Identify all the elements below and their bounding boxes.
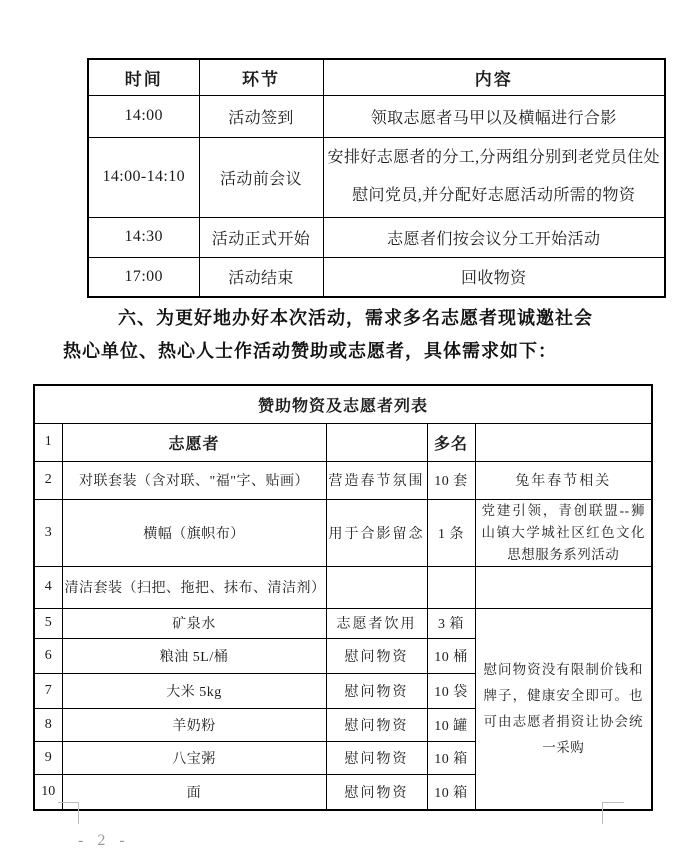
sponsor-table-title: 赞助物资及志愿者列表 <box>34 385 652 423</box>
item-cell: 大米 5kg <box>62 673 326 708</box>
row-number-cell: 2 <box>34 461 62 499</box>
schedule-row <box>88 257 665 297</box>
row-number-cell: 7 <box>34 673 62 708</box>
schedule-content-cell: 志愿者们按会议分工开始活动 <box>323 217 665 257</box>
schedule-stage-cell: 活动正式开始 <box>199 217 323 257</box>
schedule-row <box>88 217 665 257</box>
sponsor-row <box>34 499 652 566</box>
sponsor-title-row <box>34 385 652 423</box>
purpose-cell: 慰问物资 <box>326 741 427 774</box>
qty-cell: 10 箱 <box>427 774 475 810</box>
row-number-cell: 6 <box>34 638 62 673</box>
schedule-content-cell: 领取志愿者马甲以及横幅进行合影 <box>323 95 665 137</box>
row-number-cell: 10 <box>34 774 62 810</box>
row-number-cell: 8 <box>34 708 62 741</box>
page-number: - 2 - <box>78 832 130 849</box>
sponsor-row <box>34 608 652 638</box>
sponsor-table <box>33 384 653 811</box>
note-cell <box>475 423 652 461</box>
margin-crop-mark-right-icon <box>602 802 624 824</box>
note-cell: 党建引领，青创联盟--狮山镇大学城社区红色文化思想服务系列活动 <box>475 499 652 566</box>
row-number-cell: 4 <box>34 566 62 608</box>
schedule-header-stage: 环节 <box>199 59 323 95</box>
qty-cell: 1 条 <box>427 499 475 566</box>
qty-cell: 10 罐 <box>427 708 475 741</box>
schedule-time-cell: 14:00 <box>88 95 199 137</box>
paragraph-line: 六、为更好地办好本次活动，需求多名志愿者现诚邀社会 <box>118 308 593 328</box>
merged-note-cell: 慰问物资没有限制价钱和牌子，健康安全即可。也可由志愿者捐资让协会统一采购 <box>475 608 652 810</box>
sponsor-row <box>34 461 652 499</box>
row-number-cell: 3 <box>34 499 62 566</box>
qty-cell: 10 袋 <box>427 673 475 708</box>
item-cell: 志愿者 <box>62 423 326 461</box>
note-cell: 兔年春节相关 <box>475 461 652 499</box>
schedule-header-row <box>88 59 665 95</box>
section-paragraph <box>63 302 623 368</box>
note-cell <box>475 566 652 608</box>
schedule-row <box>88 137 665 217</box>
margin-crop-mark-left-icon <box>58 802 79 824</box>
row-number-cell: 5 <box>34 608 62 638</box>
schedule-stage-cell: 活动结束 <box>199 257 323 297</box>
schedule-table <box>87 58 666 298</box>
purpose-cell <box>326 423 427 461</box>
schedule-time-cell: 14:30 <box>88 217 199 257</box>
item-cell: 八宝粥 <box>62 741 326 774</box>
schedule-header-time: 时间 <box>88 59 199 95</box>
schedule-time-cell: 17:00 <box>88 257 199 297</box>
qty-cell: 10 套 <box>427 461 475 499</box>
item-cell: 面 <box>62 774 326 810</box>
paragraph-line: 热心单位、热心人士作活动赞助或志愿者，具体需求如下： <box>63 341 557 361</box>
qty-cell: 多名 <box>427 423 475 461</box>
purpose-cell <box>326 566 427 608</box>
purpose-cell: 慰问物资 <box>326 708 427 741</box>
purpose-cell: 营造春节氛围 <box>326 461 427 499</box>
purpose-cell: 用于合影留念 <box>326 499 427 566</box>
schedule-time-cell: 14:00-14:10 <box>88 137 199 217</box>
row-number-cell: 1 <box>34 423 62 461</box>
item-cell: 对联套装（含对联、"福"字、贴画） <box>62 461 326 499</box>
purpose-cell: 志愿者饮用 <box>326 608 427 638</box>
item-cell: 粮油 5L/桶 <box>62 638 326 673</box>
sponsor-row <box>34 423 652 461</box>
purpose-cell: 慰问物资 <box>326 673 427 708</box>
purpose-cell: 慰问物资 <box>326 774 427 810</box>
qty-cell: 10 桶 <box>427 638 475 673</box>
qty-cell: 3 箱 <box>427 608 475 638</box>
qty-cell <box>427 566 475 608</box>
schedule-stage-cell: 活动前会议 <box>199 137 323 217</box>
schedule-stage-cell: 活动签到 <box>199 95 323 137</box>
item-cell: 横幅（旗帜布） <box>62 499 326 566</box>
sponsor-row <box>34 566 652 608</box>
schedule-row <box>88 95 665 137</box>
item-cell: 矿泉水 <box>62 608 326 638</box>
item-cell: 羊奶粉 <box>62 708 326 741</box>
item-cell: 清洁套装（扫把、拖把、抹布、清洁剂） <box>62 566 326 608</box>
schedule-content-cell: 回收物资 <box>323 257 665 297</box>
schedule-header-content: 内容 <box>323 59 665 95</box>
qty-cell: 10 箱 <box>427 741 475 774</box>
row-number-cell: 9 <box>34 741 62 774</box>
schedule-content-cell: 安排好志愿者的分工,分两组分别到老党员住处慰问党员,并分配好志愿活动所需的物资 <box>323 137 665 217</box>
purpose-cell: 慰问物资 <box>326 638 427 673</box>
